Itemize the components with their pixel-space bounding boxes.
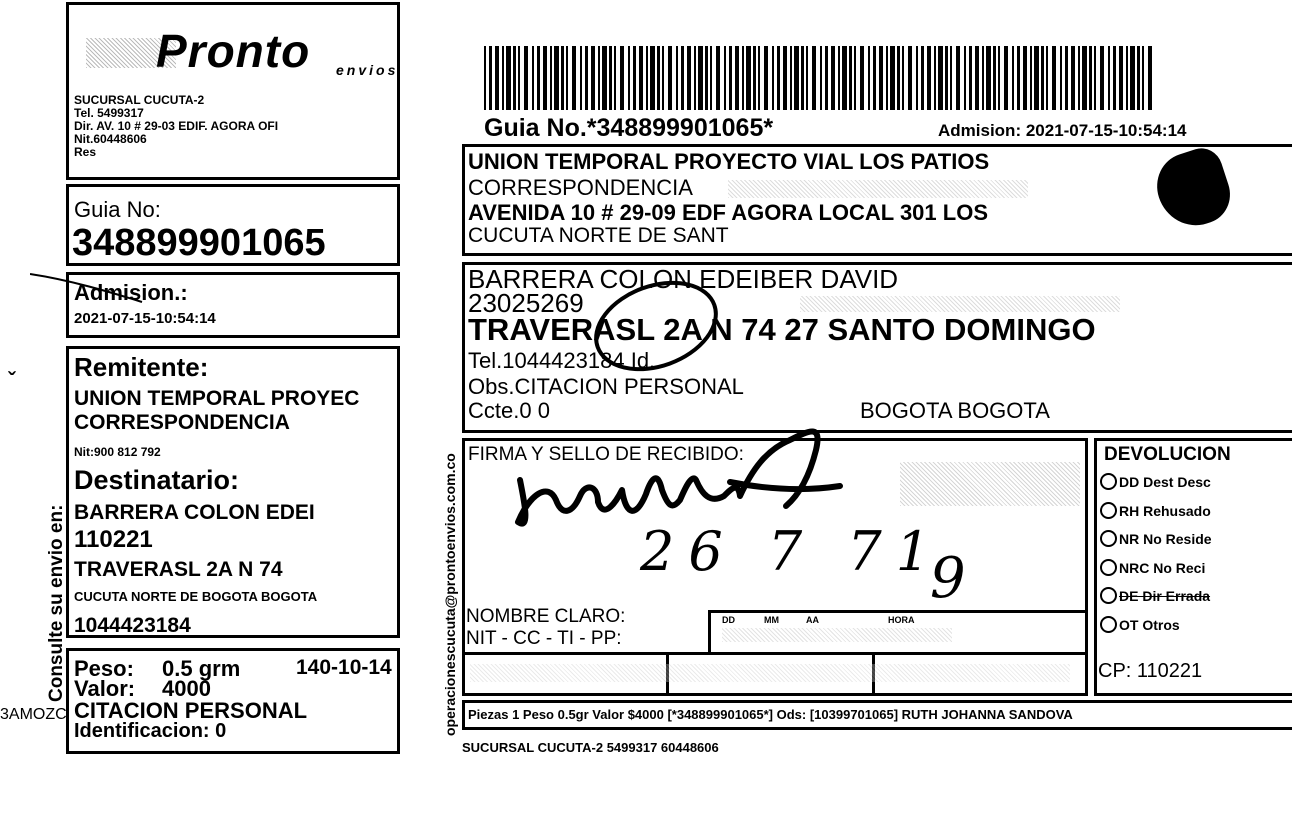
sender-dept-shading — [728, 180, 1028, 198]
barcode-bar — [831, 46, 835, 110]
barcode-bar — [561, 46, 564, 110]
barcode-bar — [646, 46, 648, 110]
barcode-bar — [897, 46, 900, 110]
barcode-bar — [495, 46, 499, 110]
devolucion-options — [1100, 468, 1212, 639]
barcode-bar — [1034, 46, 1039, 110]
branch-name: SUCURSAL CUCUTA-2 — [74, 93, 205, 107]
remitente-label: Remitente: — [74, 352, 209, 382]
barcode-bar — [838, 46, 840, 110]
barcode-bar — [998, 46, 1000, 110]
barcode-bar — [1046, 46, 1048, 110]
barcode-bar — [1137, 46, 1140, 110]
barcode-bar — [806, 46, 808, 110]
consulte-vertical: Consulte su envio en: — [46, 504, 67, 702]
barcode-bar — [820, 46, 822, 110]
date-shading — [722, 628, 952, 642]
ids-row-rule — [462, 652, 1088, 655]
barcode-bar — [742, 46, 744, 110]
recipient-address: TRAVERASL 2A N 74 27 SANTO DOMINGO — [468, 312, 1096, 347]
barcode-bar — [934, 46, 936, 110]
barcode-bar — [758, 46, 760, 110]
handwritten-circle — [580, 278, 730, 374]
nombre-label: NOMBRE CLARO: — [466, 606, 626, 627]
barcode-bar — [566, 46, 568, 110]
barcode-bar — [964, 46, 966, 110]
barcode-bar — [694, 46, 696, 110]
sender-left-rule — [462, 144, 465, 256]
logo-subtitle: envios — [336, 62, 399, 78]
handwritten-hour: 9 — [930, 546, 966, 611]
barcode-bar — [849, 46, 852, 110]
barcode-bar — [532, 46, 534, 110]
postal-code: CP: 110221 — [1098, 660, 1203, 682]
barcode-bar — [1078, 46, 1080, 110]
barcode-bar — [580, 46, 582, 110]
barcode-bar — [724, 46, 726, 110]
barcode-bar — [950, 46, 952, 110]
destinatario-phone: 1044423184 — [74, 614, 191, 637]
barcode-bar — [975, 46, 979, 110]
barcode-bar — [1108, 46, 1110, 110]
radio-icon[interactable] — [1100, 530, 1117, 547]
barcode-bar — [794, 46, 799, 110]
barcode-bar — [698, 46, 703, 110]
barcode-bar — [628, 46, 630, 110]
footer-bottom-rule — [462, 727, 1292, 730]
barcode-bar — [842, 46, 847, 110]
valor-label: Valor: — [74, 676, 136, 701]
branch-address: Dir. AV. 10 # 29-03 EDIF. AGORA OFI — [74, 120, 279, 133]
barcode-bar — [868, 46, 870, 110]
guia-title: Guia No.*348899901065* — [484, 114, 774, 142]
barcode-bar — [639, 46, 643, 110]
barcode-bar — [1148, 46, 1152, 110]
recipient-ccte: Ccte.0 0 — [468, 398, 550, 423]
barcode-bar — [854, 46, 856, 110]
pen-stroke — [30, 270, 150, 310]
sender-bottom-rule — [462, 253, 1292, 256]
barcode-bar — [609, 46, 612, 110]
devolucion-option[interactable]: RH Rehusado — [1100, 497, 1212, 526]
barcode-bar — [705, 46, 708, 110]
barcode-bar — [956, 46, 960, 110]
radio-icon[interactable] — [1100, 587, 1117, 604]
date-hora: HORA — [888, 615, 915, 625]
email-vertical: operacionescucuta@prontoenvios.com.co — [442, 453, 458, 736]
firma-label: FIRMA Y SELLO DE RECIBIDO: — [468, 444, 744, 465]
barcode-bar — [598, 46, 600, 110]
footer-top-rule — [462, 700, 1292, 703]
barcode-bar — [764, 46, 768, 110]
barcode-bar — [921, 46, 924, 110]
barcode-bar — [633, 46, 636, 110]
barcode-bar — [668, 46, 672, 110]
barcode-bar — [735, 46, 739, 110]
barcode — [484, 46, 1156, 110]
barcode-bar — [746, 46, 751, 110]
barcode-bar — [986, 46, 991, 110]
barcode-bar — [1130, 46, 1135, 110]
radio-icon[interactable] — [1100, 616, 1117, 633]
barcode-bar — [537, 46, 540, 110]
barcode-bar — [993, 46, 996, 110]
barcode-bar — [825, 46, 828, 110]
barcode-bar — [662, 46, 664, 110]
barcode-bar — [1004, 46, 1008, 110]
barcode-bar — [1012, 46, 1014, 110]
barcode-bar — [1065, 46, 1068, 110]
identificacion: Identificacion: 0 — [74, 720, 227, 742]
sender-name: UNION TEMPORAL PROYECTO VIAL LOS PATIOS — [468, 149, 990, 174]
sender-top-rule — [462, 144, 1292, 147]
barcode-bar — [1113, 46, 1116, 110]
barcode-bar — [676, 46, 678, 110]
barcode-bar — [801, 46, 804, 110]
barcode-bar — [753, 46, 756, 110]
guia-number: 348899901065 — [72, 222, 326, 264]
barcode-bar — [710, 46, 712, 110]
peso-label: Peso: — [74, 656, 134, 681]
barcode-bar — [860, 46, 864, 110]
barcode-bar — [873, 46, 876, 110]
recipient-tel: Tel.1044423184 Id. — [468, 348, 656, 373]
barcode-bar — [543, 46, 547, 110]
radio-icon[interactable] — [1100, 502, 1117, 519]
margin-mark: ˇ — [8, 368, 16, 393]
barcode-bar — [969, 46, 972, 110]
recipient-obs: Obs.CITACION PERSONAL — [468, 374, 744, 399]
barcode-bar — [886, 46, 888, 110]
branch-tel: Tel. 5499317 — [74, 106, 144, 120]
route-code: 140-10-14 — [296, 656, 392, 679]
footer-branch: SUCURSAL CUCUTA-2 5499317 60448606 — [462, 740, 719, 755]
remitente-name: UNION TEMPORAL PROYEC — [74, 387, 360, 410]
devolucion-option[interactable]: OT Otros — [1100, 611, 1212, 640]
barcode-bar — [602, 46, 607, 110]
radio-icon[interactable] — [1100, 473, 1117, 490]
barcode-bar — [518, 46, 520, 110]
barcode-bar — [657, 46, 660, 110]
admision-header: Admision: 2021-07-15-10:54:14 — [938, 121, 1187, 140]
branch-info — [74, 94, 396, 159]
barcode-bar — [554, 46, 559, 110]
barcode-bar — [1017, 46, 1020, 110]
barcode-bar — [489, 46, 492, 110]
ink-blot — [1148, 143, 1237, 235]
recipient-id: 23025269 — [468, 288, 584, 318]
barcode-bar — [879, 46, 883, 110]
barcode-bar — [1041, 46, 1044, 110]
remitente-dept: CORRESPONDENCIA — [74, 411, 290, 434]
barcode-bar — [524, 46, 528, 110]
barcode-bar — [1089, 46, 1092, 110]
barcode-bar — [550, 46, 552, 110]
pronto-logo — [86, 25, 399, 90]
barcode-bar — [614, 46, 616, 110]
barcode-bar — [687, 46, 691, 110]
barcode-bar — [502, 46, 504, 110]
devolucion-option[interactable]: NRC No Reci — [1100, 554, 1212, 583]
barcode-bar — [716, 46, 720, 110]
barcode-bar — [513, 46, 516, 110]
destinatario-city: CUCUTA NORTE DE BOGOTA BOGOTA — [74, 589, 318, 604]
ids-shading — [470, 664, 1070, 682]
sender-address: AVENIDA 10 # 29-09 EDF AGORA LOCAL 301 LOS — [468, 200, 988, 225]
barcode-bar — [484, 46, 486, 110]
destinatario-label: Destinatario: — [74, 465, 240, 495]
admision-label: Admision.: — [74, 280, 188, 305]
barcode-bar — [1100, 46, 1104, 110]
peso-value: 0.5 grm — [162, 656, 241, 681]
stamp-shading — [900, 462, 1080, 506]
handwritten-date: 26 7 71 — [640, 520, 945, 583]
barcode-bar — [1082, 46, 1087, 110]
signature-stroke — [518, 431, 840, 523]
barcode-bar — [772, 46, 774, 110]
barcode-bar — [1142, 46, 1144, 110]
barcode-bar — [916, 46, 918, 110]
date-dd: DD — [722, 615, 735, 625]
recipient-city: BOGOTA BOGOTA — [860, 398, 1050, 423]
guia-label: Guia No: — [74, 197, 161, 222]
barcode-bar — [908, 46, 912, 110]
nit-label: NIT - CC - TI - PP: — [466, 628, 622, 649]
devolucion-option[interactable]: DD Dest Desc — [1100, 468, 1212, 497]
barcode-bar — [681, 46, 684, 110]
obs-value: CITACION PERSONAL — [74, 698, 308, 723]
logo-wordmark: Pronto — [156, 25, 311, 77]
barcode-bar — [777, 46, 780, 110]
barcode-bar — [1119, 46, 1123, 110]
radio-icon[interactable] — [1100, 559, 1117, 576]
barcode-bar — [812, 46, 816, 110]
barcode-bar — [945, 46, 948, 110]
barcode-bar — [506, 46, 511, 110]
valor-value: 4000 — [162, 676, 211, 701]
devolucion-title: DEVOLUCION — [1104, 444, 1231, 465]
barcode-bar — [620, 46, 624, 110]
sender-dept: CORRESPONDENCIA — [468, 175, 693, 200]
destinatario-address: TRAVERASL 2A N 74 — [74, 558, 283, 581]
footer-pieces: Piezas 1 Peso 0.5gr Valor $4000 [*348899901065*] Ods: [10399701065] RUTH JOHANNA SANDOVA — [468, 707, 1073, 722]
barcode-bar — [927, 46, 931, 110]
branch-nit: Nit.60448606 — [74, 132, 147, 146]
barcode-bar — [729, 46, 732, 110]
remitente-nit: Nit:900 812 792 — [74, 445, 161, 459]
date-aa: AA — [806, 615, 819, 625]
barcode-bar — [585, 46, 588, 110]
barcode-bar — [783, 46, 787, 110]
devolucion-option[interactable]: DE Dir Errada — [1100, 582, 1212, 611]
barcode-bar — [902, 46, 904, 110]
sender-city: CUCUTA NORTE DE SANT — [468, 224, 729, 247]
admision-value: 2021-07-15-10:54:14 — [74, 310, 216, 327]
barcode-bar — [1052, 46, 1056, 110]
barcode-bar — [1071, 46, 1075, 110]
barcode-bar — [591, 46, 595, 110]
side-fragment: 3AMOZC — [0, 706, 67, 723]
barcode-bar — [650, 46, 655, 110]
date-mm: MM — [764, 615, 779, 625]
recipient-left-rule — [462, 262, 465, 432]
recipient-name: BARRERA COLON EDEIBER DAVID — [468, 264, 899, 294]
branch-res: Res — [74, 145, 97, 159]
barcode-bar — [1060, 46, 1062, 110]
destinatario-name: BARRERA COLON EDEI — [74, 501, 315, 524]
devolucion-option[interactable]: NR No Reside — [1100, 525, 1212, 554]
barcode-bar — [1030, 46, 1032, 110]
footer-left-rule — [462, 700, 465, 730]
barcode-bar — [1126, 46, 1128, 110]
barcode-bars — [484, 46, 1152, 110]
barcode-bar — [938, 46, 943, 110]
barcode-bar — [890, 46, 895, 110]
recipient-id-shading — [800, 296, 1120, 312]
barcode-bar — [790, 46, 792, 110]
barcode-bar — [982, 46, 984, 110]
barcode-bar — [1023, 46, 1027, 110]
barcode-bar — [572, 46, 576, 110]
destinatario-cp: 110221 — [74, 526, 153, 553]
barcode-bar — [1094, 46, 1096, 110]
